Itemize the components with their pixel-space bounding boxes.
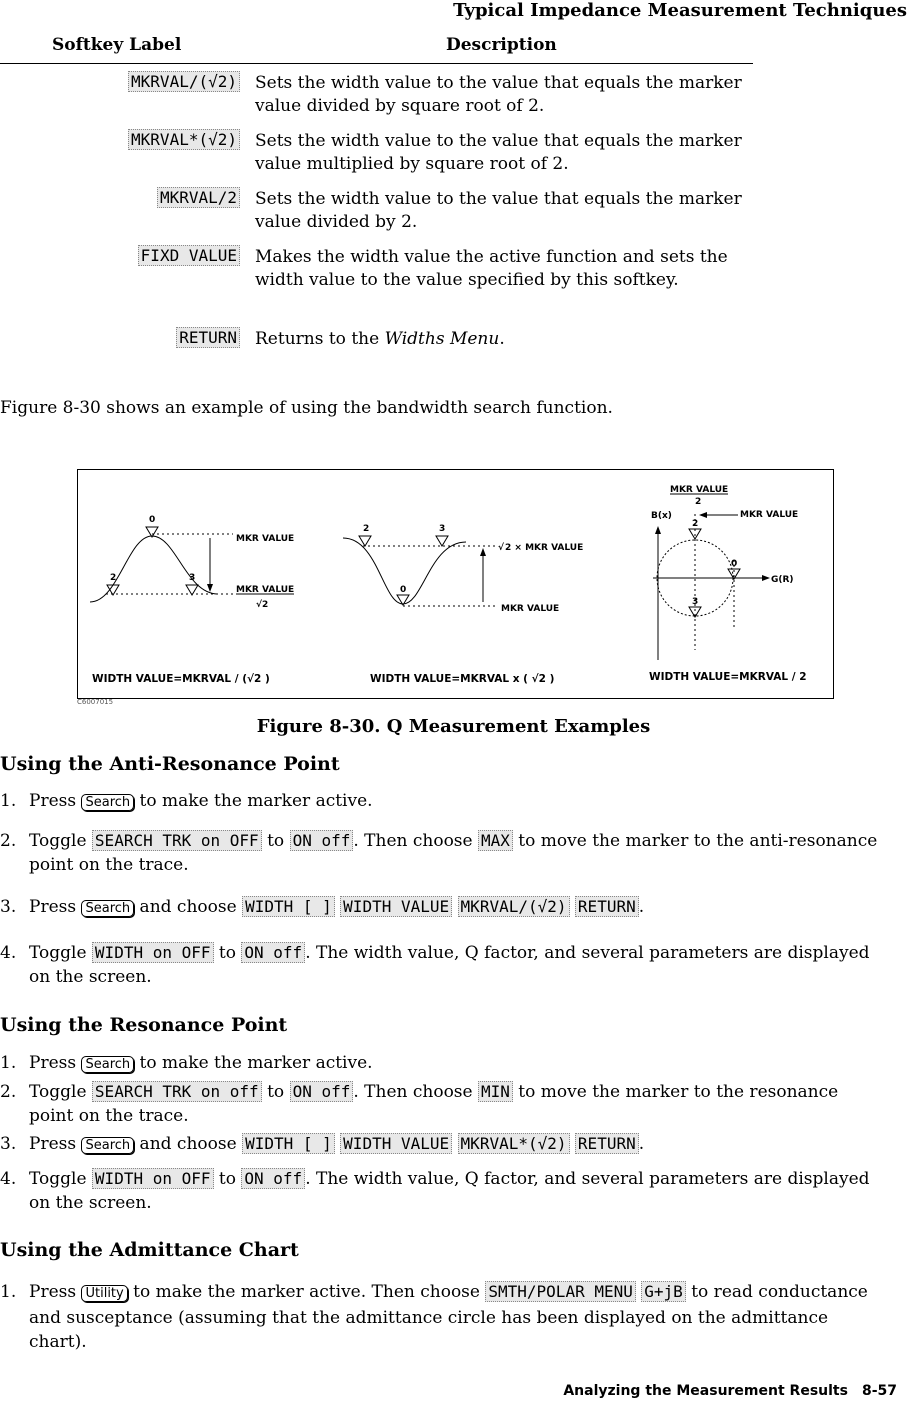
list-item: 4. Toggle WIDTH on OFF to ON off . The width value, Q factor, and several parameters are displayed on the screen. <box>0 943 870 987</box>
list-item: 1. Press Search to make the marker active. <box>0 1053 373 1073</box>
axis-arrow <box>762 575 770 581</box>
list-item: 1. Press Search to make the marker active. <box>0 791 373 811</box>
arrow-head <box>207 584 213 592</box>
search-trk-softkey[interactable]: SEARCH TRK on off <box>92 1081 262 1102</box>
mkrval-mul-sqrt2-softkey[interactable]: MKRVAL*(√2) <box>458 1133 570 1154</box>
list-item: 3. Press Search and choose WIDTH [ ] WIDTH VALUE MKRVAL/(√2) RETURN . <box>0 897 645 917</box>
arrow-head <box>699 512 707 518</box>
mkr-value-label: MKR VALUE <box>670 485 729 495</box>
bx-axis-label: B(x) <box>651 511 672 521</box>
list-item: 2. Toggle SEARCH TRK on OFF to ON off . Then choose MAX to move the marker to the anti-resonance point on the trace. <box>0 831 878 875</box>
on-off-softkey[interactable]: ON off <box>290 830 354 851</box>
return-softkey[interactable]: RETURN <box>575 1133 639 1154</box>
q-measurement-diagram <box>78 470 833 698</box>
table-row <box>0 188 240 208</box>
list-item: 4. Toggle WIDTH on OFF to ON off . The width value, Q factor, and several parameters are displayed on the screen. <box>0 1169 870 1213</box>
softkey-description: Sets the width value to the value that equals the marker value divided by square root of 2. <box>255 73 742 116</box>
marker-3-label: 3 <box>189 573 196 583</box>
mkr-value-label: MKR VALUE <box>236 585 295 595</box>
figure-code: C6007015 <box>77 698 114 706</box>
width-softkey[interactable]: WIDTH [ ] <box>242 1133 335 1154</box>
softkey-description: Sets the width value to the value that equals the marker value divided by 2. <box>255 189 742 232</box>
softkey-label: FIXD VALUE <box>138 245 240 266</box>
mkr-value-label: MKR VALUE <box>740 510 799 520</box>
search-key[interactable]: Search <box>81 1056 134 1073</box>
width-value-softkey[interactable]: WIDTH VALUE <box>340 1133 452 1154</box>
page-footer <box>563 1383 897 1399</box>
intro-paragraph: Figure 8-30 shows an example of using the bandwidth search function. <box>0 398 613 418</box>
search-key[interactable]: Search <box>81 1137 134 1154</box>
width-value-softkey[interactable]: WIDTH VALUE <box>340 896 452 917</box>
softkey-label: RETURN <box>176 327 240 348</box>
figure-box <box>77 469 834 699</box>
gr-axis-label: G(R) <box>771 575 794 585</box>
divisor-label: 2 <box>695 497 702 507</box>
smth-polar-menu-softkey[interactable]: SMTH/POLAR MENU <box>485 1281 636 1302</box>
softkey-description: Sets the width value to the value that equals the marker value multiplied by square root of 2. <box>255 131 742 174</box>
menu-name: Widths Menu <box>384 329 500 349</box>
marker-3-label: 3 <box>692 597 699 607</box>
list-item: 2. Toggle SEARCH TRK on off to ON off . Then choose MIN to move the marker to the resonance point on the trace. <box>0 1082 839 1126</box>
table-row <box>0 72 240 92</box>
sqrt-symbol: √ <box>498 543 505 553</box>
section-heading: Using the Resonance Point <box>0 1014 288 1036</box>
mkrval-div-sqrt2-softkey[interactable]: MKRVAL/(√2) <box>458 896 570 917</box>
marker-3-label: 3 <box>439 524 446 534</box>
width-softkey[interactable]: WIDTH [ ] <box>242 896 335 917</box>
search-key[interactable]: Search <box>81 794 134 811</box>
column-header-description: Description <box>446 35 557 55</box>
softkey-label: MKRVAL/2 <box>157 187 240 208</box>
min-softkey[interactable]: MIN <box>478 1081 513 1102</box>
width-on-off-softkey[interactable]: WIDTH on OFF <box>92 942 214 963</box>
on-off-softkey[interactable]: ON off <box>241 942 305 963</box>
softkey-label: MKRVAL/(√2) <box>128 71 240 92</box>
utility-key[interactable]: Utility <box>81 1285 127 1302</box>
table-row <box>0 328 240 348</box>
width-equation-2: WIDTH VALUE=MKRVAL x ( √2 ) <box>370 673 555 685</box>
marker-2-label: 2 <box>110 573 117 583</box>
search-key[interactable]: Search <box>81 900 134 917</box>
sqrt-symbol: √ <box>256 600 263 610</box>
return-softkey[interactable]: RETURN <box>575 896 639 917</box>
resonance-peak-curve <box>90 536 218 602</box>
search-trk-softkey[interactable]: SEARCH TRK on OFF <box>92 830 262 851</box>
arrow-head <box>480 548 486 556</box>
width-equation-3: WIDTH VALUE=MKRVAL / 2 <box>649 671 807 683</box>
running-head: Typical Impedance Measurement Techniques <box>453 0 907 21</box>
softkey-label: MKRVAL*(√2) <box>128 129 240 150</box>
section-heading: Using the Anti-Resonance Point <box>0 753 340 775</box>
mkr-value-label: MKR VALUE <box>501 604 560 614</box>
table-row <box>0 246 240 266</box>
section-heading: Using the Admittance Chart <box>0 1239 299 1261</box>
column-header-softkey: Softkey Label <box>52 35 182 55</box>
sqrt2-mkr-value-label: 2 × MKR VALUE <box>505 543 584 553</box>
page-number: 8-57 <box>861 1383 897 1399</box>
marker-2-label: 2 <box>363 524 370 534</box>
softkey-description: Makes the width value the active function and sets the width value to the value specified by this softkey. <box>255 247 728 290</box>
table-rule <box>0 63 753 64</box>
table-row <box>0 130 240 150</box>
g-jb-softkey[interactable]: G+jB <box>641 1281 686 1302</box>
list-item: 1. Press Utility to make the marker active. Then choose SMTH/POLAR MENU G+jB to read conductance and susceptance (assuming that the admittance circle has been displayed on the admittance chart). <box>0 1282 868 1352</box>
softkey-description: Returns to the Widths Menu. <box>255 329 505 349</box>
max-softkey[interactable]: MAX <box>478 830 513 851</box>
on-off-softkey[interactable]: ON off <box>290 1081 354 1102</box>
list-item: 3. Press Search and choose WIDTH [ ] WIDTH VALUE MKRVAL*(√2) RETURN . <box>0 1134 645 1154</box>
sqrt-label: 2 <box>262 600 269 610</box>
figure-caption: Figure 8-30. Q Measurement Examples <box>256 716 651 737</box>
axis-arrow <box>655 526 661 534</box>
marker-3-icon <box>436 536 448 546</box>
width-equation-1: WIDTH VALUE=MKRVAL / (√2 ) <box>92 673 270 685</box>
marker-0-label: 0 <box>149 515 156 525</box>
footer-section: Analyzing the Measurement Results <box>563 1383 848 1399</box>
on-off-softkey[interactable]: ON off <box>241 1168 305 1189</box>
marker-0-label: 0 <box>731 559 738 569</box>
mkr-value-label: MKR VALUE <box>236 534 295 544</box>
marker-2-label: 2 <box>692 519 699 529</box>
marker-0-label: 0 <box>400 585 407 595</box>
width-on-off-softkey[interactable]: WIDTH on OFF <box>92 1168 214 1189</box>
